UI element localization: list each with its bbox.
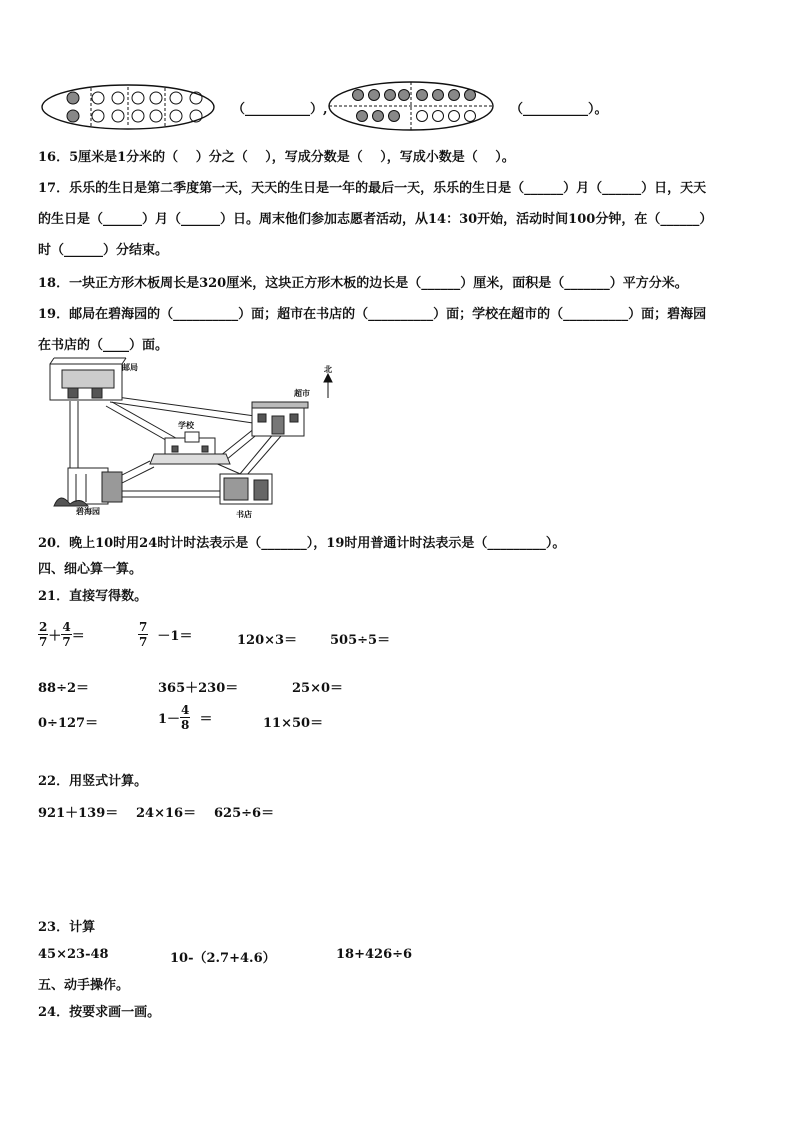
question-20: 20．晚上10时用24时计时法表示是（_______），19时用普通计时法表示是（_________）。 [38, 536, 566, 551]
post-office-building [50, 358, 126, 400]
bookstore-label: 书店 [236, 509, 252, 519]
question-17-line-2: 的生日是（______）月（______）日。周末他们参加志愿者活动，从14：30开始，活动时间100分钟，在（______） [38, 212, 713, 227]
bihaiyuan-building [54, 468, 122, 506]
q21-expr-6: 365＋230＝ [158, 681, 239, 696]
location-map [40, 356, 340, 521]
q21-expr-2: $\frac{7}{7}$ －1＝ [139, 620, 193, 649]
oval-figure-left [38, 82, 218, 132]
q21-expr-3: 120×3＝ [237, 633, 298, 648]
bookstore-building [220, 474, 272, 504]
q22-expr-1: 921＋139＝ [38, 806, 119, 821]
section-4-heading: 四、细心算一算。 [38, 562, 143, 577]
question-23-title: 23．计算 [38, 920, 96, 935]
question-17-line-3: 时（______）分结束。 [38, 243, 169, 258]
q21-expr-1: $\frac{2}{7}$ ＋ $\frac{4}{7}$ ＝ [39, 620, 85, 649]
question-18: 18．一块正方形木板周长是320厘米，这块正方形木板的边长是（______）厘米，面积是（_______）平方分米。 [38, 276, 688, 291]
post-office-label: 邮局 [122, 362, 138, 372]
q21-expr-8: 0÷127＝ [38, 716, 99, 731]
bihaiyuan-label: 碧海园 [76, 506, 100, 516]
q15-blank-1: （__________）, [232, 102, 328, 117]
question-19-line-1: 19．邮局在碧海园的（__________）面；超市在书店的（__________）面；学校在超市的（__________）面；碧海园 [38, 307, 707, 322]
q22-expr-2: 24×16＝ [136, 806, 197, 821]
question-24: 24．按要求画一画。 [38, 1005, 161, 1020]
question-16: 16．5厘米是1分米的（ ）分之（ ），写成分数是（ ），写成小数是（ ）。 [38, 150, 515, 165]
north-label: 北 [324, 364, 332, 374]
q21-expr-7: 25×0＝ [292, 681, 344, 696]
q21-expr-4: 505÷5＝ [330, 633, 391, 648]
question-17-line-1: 17．乐乐的生日是第二季度第一天，天天的生日是一年的最后一天，乐乐的生日是（______）月（______）日，天天 [38, 181, 707, 196]
q23-expr-3: 18+426÷6 [336, 947, 413, 962]
q22-expr-3: 625÷6＝ [214, 806, 275, 821]
q21-expr-10: 11×50＝ [263, 716, 324, 731]
question-22-title: 22．用竖式计算。 [38, 774, 148, 789]
q23-expr-1: 45×23-48 [38, 947, 109, 962]
q21-expr-9: 1－ $\frac{4}{8}$ ＝ [158, 703, 213, 732]
north-arrow-icon [324, 374, 332, 398]
supermarket-building [252, 402, 308, 436]
q15-blank-2: （__________）。 [510, 102, 608, 117]
q23-expr-2: 10-（2.7+4.6） [170, 951, 276, 966]
supermarket-label: 超市 [294, 388, 310, 398]
school-building [150, 432, 230, 464]
section-5-heading: 五、动手操作。 [38, 978, 130, 993]
oval-figure-right [326, 78, 496, 134]
question-19-line-2: 在书店的（____）面。 [38, 338, 169, 353]
school-label: 学校 [178, 420, 194, 430]
question-21-title: 21．直接写得数。 [38, 589, 148, 604]
q21-expr-5: 88÷2＝ [38, 681, 90, 696]
